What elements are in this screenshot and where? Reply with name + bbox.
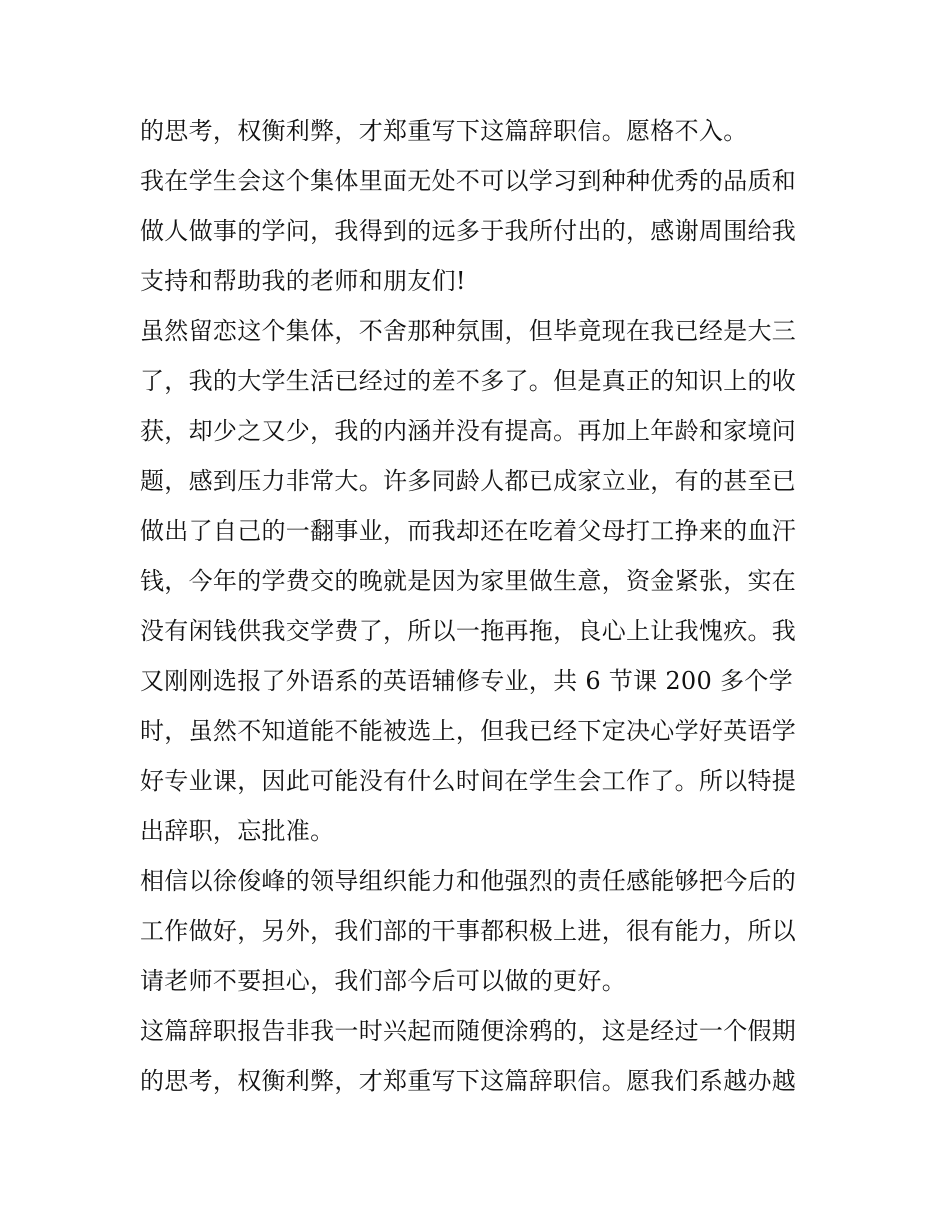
text-line: 题，感到压力非常大。许多同龄人都已成家立业，有的甚至已 bbox=[140, 467, 797, 495]
text-line: 相信以徐俊峰的领导组织能力和他强烈的责任感能够把今后的 bbox=[140, 867, 797, 895]
text-line: 了，我的大学生活已经过的差不多了。但是真正的知识上的收 bbox=[140, 367, 797, 395]
text-line: 获，却少之又少，我的内涵并没有提高。再加上年龄和家境问 bbox=[140, 417, 797, 445]
text-line: 的思考，权衡利弊，才郑重写下这篇辞职信。愿格不入。 bbox=[140, 117, 748, 145]
text-line: 的思考，权衡利弊，才郑重写下这篇辞职信。愿我们系越办越 bbox=[140, 1067, 797, 1095]
text-line: 我在学生会这个集体里面无处不可以学习到种种优秀的品质和 bbox=[140, 167, 797, 195]
text-line: 支持和帮助我的老师和朋友们! bbox=[140, 267, 466, 295]
text-line: 钱，今年的学费交的晚就是因为家里做生意，资金紧张，实在 bbox=[140, 567, 797, 595]
text-line: 工作做好，另外，我们部的干事都积极上进，很有能力，所以 bbox=[140, 917, 797, 945]
text-line: 这篇辞职报告非我一时兴起而随便涂鸦的，这是经过一个假期 bbox=[140, 1017, 797, 1045]
text-line: 时，虽然不知道能不能被选上，但我已经下定决心学好英语学 bbox=[140, 717, 797, 745]
text-line: 好专业课，因此可能没有什么时间在学生会工作了。所以特提 bbox=[140, 767, 797, 795]
text-line: 没有闲钱供我交学费了，所以一拖再拖，良心上让我愧疚。我 bbox=[140, 617, 797, 645]
text-line: 出辞职，忘批准。 bbox=[140, 817, 335, 845]
text-line: 做出了自己的一翻事业，而我却还在吃着父母打工挣来的血汗 bbox=[140, 517, 797, 545]
document-page bbox=[140, 109, 820, 1109]
text-line: 请老师不要担心，我们部今后可以做的更好。 bbox=[140, 967, 626, 995]
text-line: 做人做事的学问，我得到的远多于我所付出的，感谢周围给我 bbox=[140, 217, 797, 245]
text-line: 又刚刚选报了外语系的英语辅修专业，共 6 节课 200 多个学 bbox=[140, 667, 793, 695]
text-line: 虽然留恋这个集体，不舍那种氛围，但毕竟现在我已经是大三 bbox=[140, 317, 797, 345]
